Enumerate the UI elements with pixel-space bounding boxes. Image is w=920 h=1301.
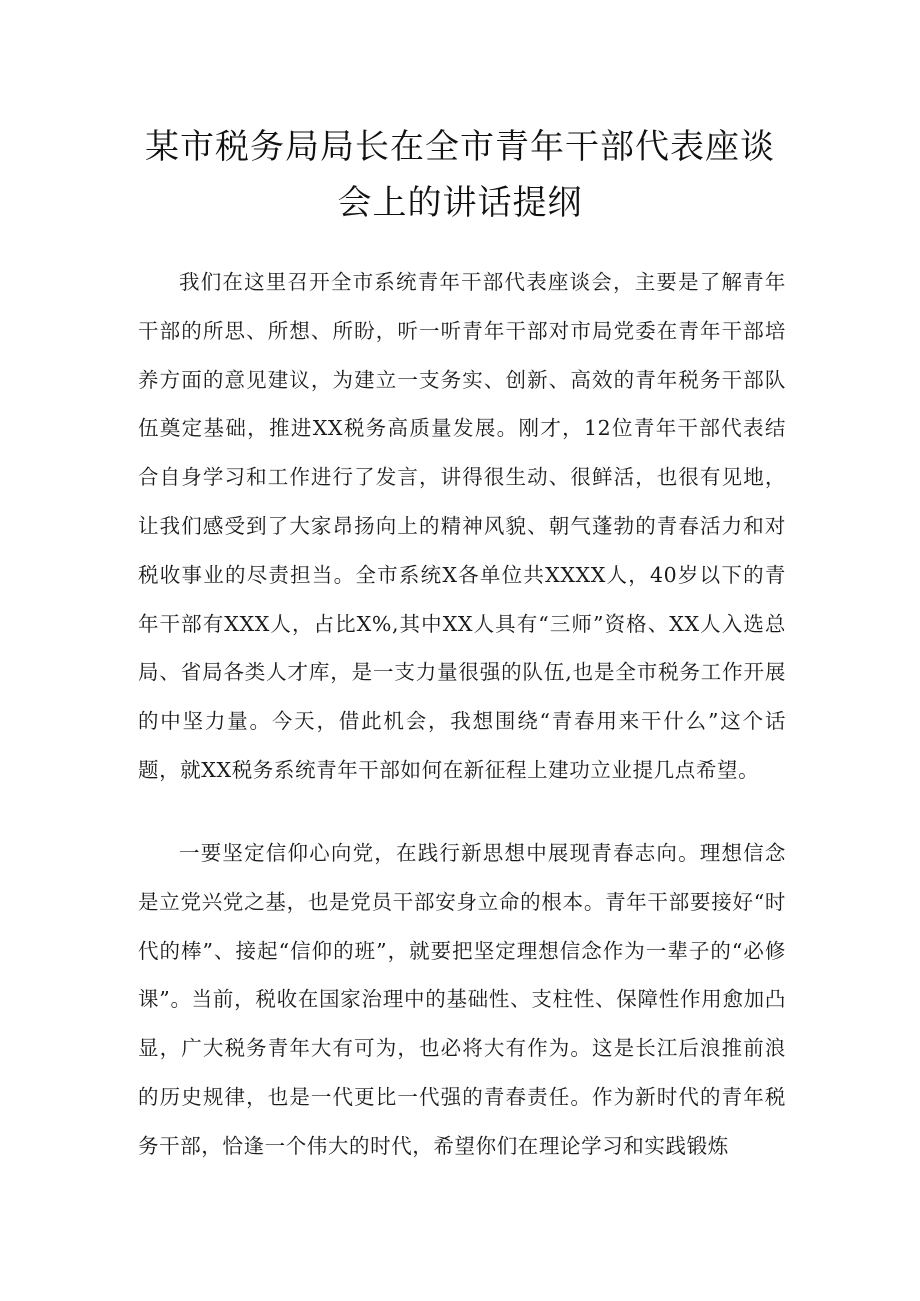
body-paragraph-1: 我们在这里召开全市系统青年干部代表座谈会，主要是了解青年干部的所思、所想、所盼，听一听青年干部对市局党委在青年干部培养方面的意见建议，为建立一支务实、创新、高效的青年税务干部队伍奠定基础，推进XX税务高质量发展。刚才，12位青年干部代表结合自身学习和工作进行了发言，讲得很生动、很鲜活，也很有见地，让我们感受到了大家昂扬向上的精神风貌、朝气蓬勃的青春活力和对税收事业的尽责担当。全市系统X各单位共XXXX人，40岁以下的青年干部有XXX人，占比X%,其中XX人具有“三师”资格、XX人入选总局、省局各类人才库，是一支力量很强的队伍,也是全市税务工作开展的中坚力量。今天，借此机会，我想围绕“青春用来干什么”这个话题，就XX税务系统青年干部如何在新征程上建功立业提几点希望。 <box>138 270 786 782</box>
document-title-line-1: 某市税务局局长在全市青年干部代表座谈 <box>145 127 775 167</box>
body-paragraph-2: 一要坚定信仰心向党，在践行新思想中展现青春志向。理想信念是立党兴党之基，也是党员干部安身立命的根本。青年干部要接好“时代的棒”、接起“信仰的班”，就要把坚定理想信念作为一辈子的“必修课”。当前，税收在国家治理中的基础性、支柱性、保障性作用愈加凸显，广大税务青年大有可为，也必将大有作为。这是长江后浪推前浪的历史规律，也是一代更比一代强的青春责任。作为新时代的青年税务干部，恰逢一个伟大的时代，希望你们在理论学习和实践锻炼 <box>138 841 786 1158</box>
document-title-line-2: 会上的讲话提纲 <box>337 183 583 223</box>
